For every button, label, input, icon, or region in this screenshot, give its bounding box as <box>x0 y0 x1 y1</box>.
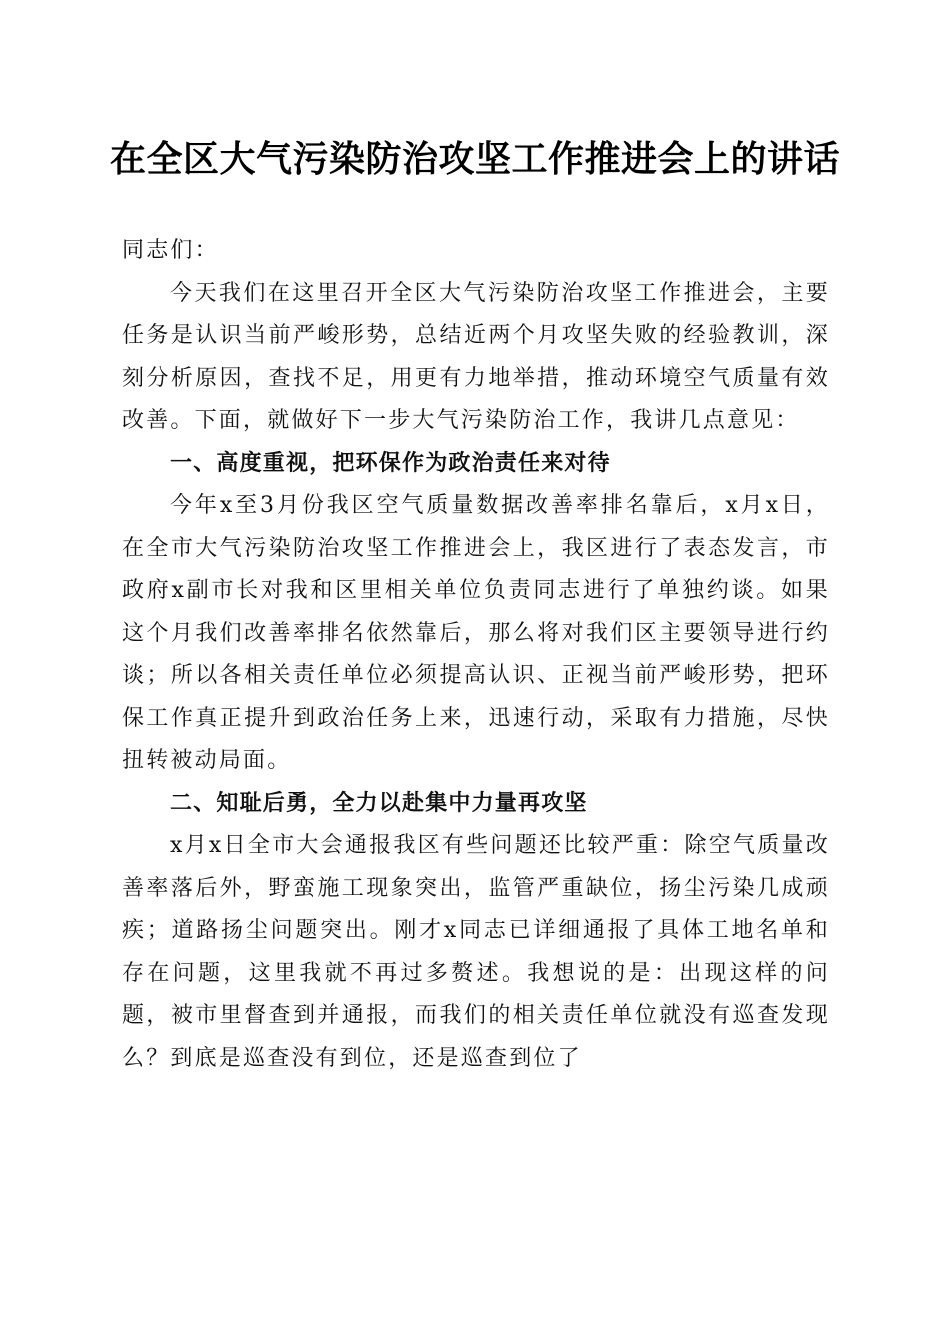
section-1-heading: 一、高度重视，把环保作为政治责任来对待 <box>170 450 611 476</box>
document-title: 在全区大气污染防治攻坚工作推进会上的讲话 <box>109 138 840 180</box>
section-1-paragraph: 今年x至3月份我区空气质量数据改善率排名靠后，x月x日，在全市大气污染防治攻坚工作推进会上，我区进行了表态发言，市政府x副市长对我和区里相关单位负责同志进行了单独约谈。如果这个月我们改善率排名依然靠后，那么将对我们区主要领导进行约谈；所以各相关责任单位必须提高认识、正视当前严峻形势，把环保工作真正提升到政治任务上来，迅速行动，采取有力措施，尽快扭转被动局面。 <box>122 493 830 773</box>
document-body <box>122 230 830 1080</box>
salutation: 同志们： <box>122 238 219 263</box>
section-2-heading: 二、知耻后勇，全力以赴集中力量再攻坚 <box>170 790 588 816</box>
intro-paragraph: 今天我们在这里召开全区大气污染防治攻坚工作推进会，主要任务是认识当前严峻形势，总结近两个月攻坚失败的经验教训，深刻分析原因，查找不足，用更有力地举措，推动环境空气质量有效改善。下面，就做好下一步大气污染防治工作，我讲几点意见： <box>122 280 830 433</box>
section-2-paragraph: x月x日全市大会通报我区有些问题还比较严重：除空气质量改善率落后外，野蛮施工现象突出，监管严重缺位，扬尘污染几成顽疾；道路扬尘问题突出。刚才x同志已详细通报了具体工地名单和存在问题，这里我就不再过多赘述。我想说的是：出现这样的问题，被市里督查到并通报，而我们的相关责任单位就没有巡查发现么？到底是巡查没有到位，还是巡查到位了 <box>122 833 830 1071</box>
